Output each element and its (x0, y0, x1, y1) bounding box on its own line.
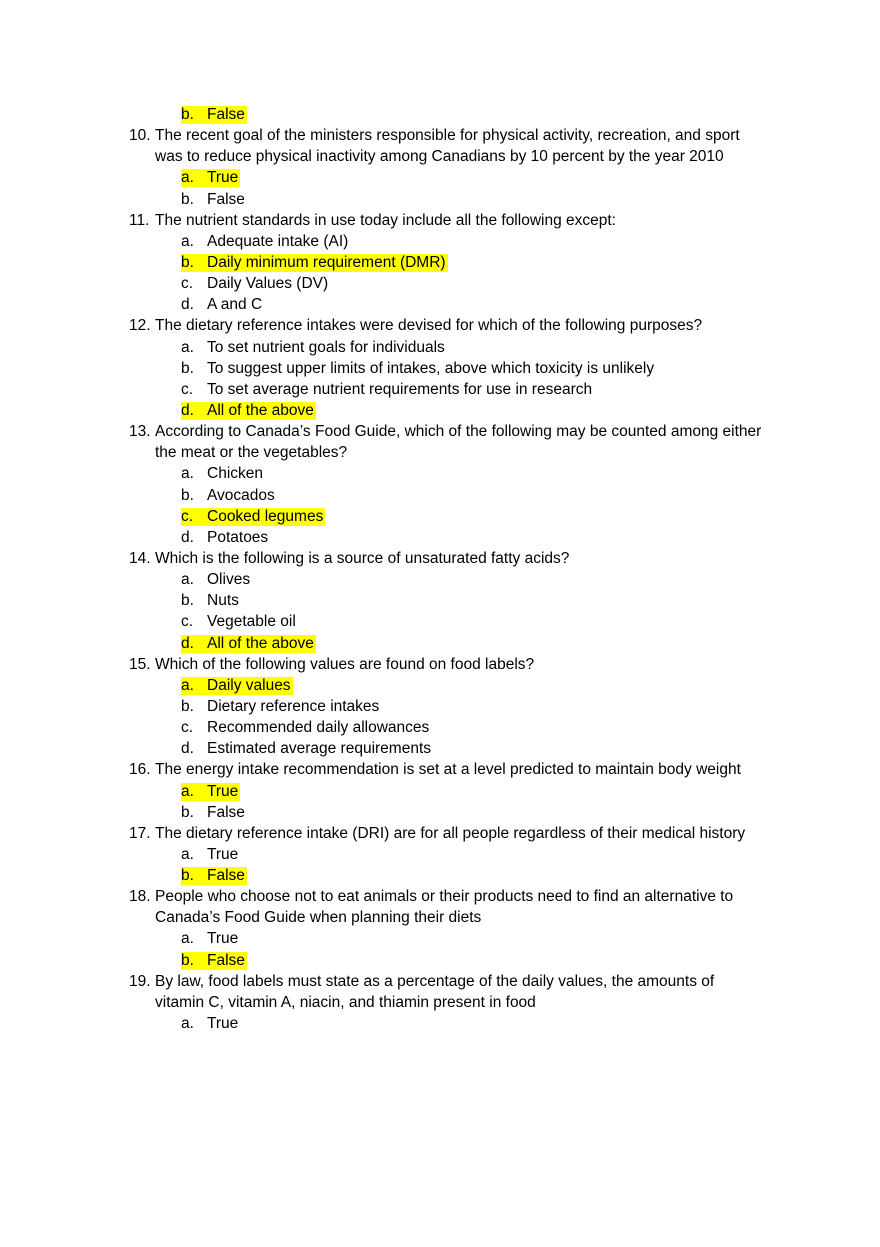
option-letter: a. (181, 676, 194, 694)
option-text: Recommended daily allowances (207, 719, 430, 737)
answer-option-correct (0, 950, 880, 971)
question-continuation (0, 992, 880, 1013)
answer-option-correct (0, 865, 880, 886)
option-text: Adequate intake (AI) (207, 232, 349, 250)
option-text: Chicken (207, 465, 263, 483)
option-text: True (207, 1015, 239, 1033)
question-text: Which of the following values are found on food labels? (155, 655, 535, 673)
answer-option (0, 1013, 880, 1034)
question-number: 17. (129, 824, 151, 842)
question-number: 18. (129, 888, 151, 906)
answer-option-correct (0, 104, 880, 125)
answer-option (0, 189, 880, 210)
question-line (0, 823, 880, 844)
option-text: Avocados (207, 486, 275, 504)
answer-option (0, 738, 880, 759)
option-text: True (207, 169, 239, 187)
answer-option-correct (0, 252, 880, 273)
question-number: 11. (129, 211, 150, 229)
question-continuation (0, 907, 880, 928)
option-text: False (207, 867, 245, 885)
option-text: Daily minimum requirement (DMR) (207, 253, 446, 271)
option-text: False (207, 106, 245, 123)
answer-option (0, 273, 880, 294)
option-letter: d. (181, 528, 194, 546)
option-letter: a. (181, 845, 194, 863)
option-text: A and C (207, 296, 263, 314)
option-letter: c. (181, 380, 194, 398)
question-line (0, 315, 880, 336)
question-continuation (0, 442, 880, 463)
answer-option-correct (0, 633, 880, 654)
answer-option (0, 337, 880, 358)
question-text: The nutrient standards in use today include all the following except: (155, 211, 616, 229)
option-letter: a. (181, 465, 194, 483)
answer-option (0, 379, 880, 400)
question-text: vitamin C, vitamin A, niacin, and thiamin present in food (155, 993, 536, 1011)
question-text: By law, food labels must state as a percentage of the daily values, the amounts of (155, 972, 715, 990)
option-letter: b. (181, 359, 194, 377)
question-number: 13. (129, 423, 151, 441)
answer-option (0, 717, 880, 738)
question-number: 16. (129, 761, 151, 779)
option-text: Nuts (207, 592, 239, 610)
option-text: To suggest upper limits of intakes, above which toxicity is unlikely (207, 359, 655, 377)
option-text: False (207, 951, 245, 969)
option-text: Daily values (207, 676, 291, 694)
option-text: To set average nutrient requirements for use in research (207, 380, 593, 398)
option-letter: a. (181, 1015, 194, 1033)
option-text: Cooked legumes (207, 507, 324, 525)
option-text: True (207, 782, 239, 800)
option-text: Olives (207, 571, 251, 589)
option-letter: b. (181, 697, 194, 715)
answer-option (0, 231, 880, 252)
option-text: False (207, 190, 245, 208)
option-letter: c. (181, 507, 194, 525)
question-text: The dietary reference intakes were devised for which of the following purposes? (155, 317, 703, 335)
answer-option (0, 485, 880, 506)
question-line (0, 548, 880, 569)
option-letter: d. (181, 634, 194, 652)
option-letter: c. (181, 613, 194, 631)
question-line (0, 971, 880, 992)
option-letter: d. (181, 401, 194, 419)
answer-option (0, 358, 880, 379)
option-text: All of the above (207, 401, 314, 419)
question-continuation (0, 146, 880, 167)
option-letter: b. (181, 951, 194, 969)
option-letter: d. (181, 740, 194, 758)
question-number: 19. (129, 972, 151, 990)
question-text: According to Canada’s Food Guide, which of the following may be counted among either (155, 423, 762, 441)
answer-option-correct (0, 400, 880, 421)
answer-option (0, 928, 880, 949)
option-text: Daily Values (DV) (207, 275, 329, 293)
option-letter: c. (181, 275, 194, 293)
option-letter: b. (181, 486, 194, 504)
question-line (0, 886, 880, 907)
answer-option-correct (0, 781, 880, 802)
question-text: was to reduce physical inactivity among Canadians by 10 percent by the year 2010 (155, 148, 724, 166)
quiz-content (0, 104, 880, 1034)
answer-option (0, 463, 880, 484)
option-letter: d. (181, 296, 194, 314)
option-letter: b. (181, 190, 194, 208)
question-text: The energy intake recommendation is set at a level predicted to maintain body weight (155, 761, 741, 779)
option-letter: b. (181, 803, 194, 821)
question-line (0, 210, 880, 231)
question-line (0, 125, 880, 146)
option-letter: b. (181, 867, 194, 885)
question-line (0, 759, 880, 780)
question-number: 12. (129, 317, 151, 335)
question-number: 15. (129, 655, 151, 673)
option-text: Estimated average requirements (207, 740, 432, 758)
question-number: 10. (129, 127, 151, 145)
option-text: True (207, 845, 239, 863)
question-number: 14. (129, 549, 151, 567)
answer-option (0, 294, 880, 315)
option-text: True (207, 930, 239, 948)
option-letter: b. (181, 106, 194, 123)
question-line (0, 654, 880, 675)
option-letter: a. (181, 930, 194, 948)
option-letter: b. (181, 592, 194, 610)
option-letter: b. (181, 253, 194, 271)
option-letter: c. (181, 719, 194, 737)
option-letter: a. (181, 782, 194, 800)
answer-option-correct (0, 167, 880, 188)
option-text: Vegetable oil (207, 613, 296, 631)
option-text: To set nutrient goals for individuals (207, 338, 445, 356)
option-text: Potatoes (207, 528, 269, 546)
option-text: All of the above (207, 634, 314, 652)
question-text: the meat or the vegetables? (155, 444, 348, 462)
option-letter: a. (181, 571, 194, 589)
answer-option (0, 611, 880, 632)
option-letter: a. (181, 169, 194, 187)
answer-option (0, 590, 880, 611)
question-text: Canada’s Food Guide when planning their diets (155, 909, 482, 927)
question-text: The dietary reference intake (DRI) are for all people regardless of their medical history (155, 824, 746, 842)
option-letter: a. (181, 338, 194, 356)
answer-option (0, 802, 880, 823)
answer-option-correct (0, 506, 880, 527)
answer-option (0, 569, 880, 590)
answer-option (0, 696, 880, 717)
question-line (0, 421, 880, 442)
option-text: False (207, 803, 245, 821)
question-text: People who choose not to eat animals or their products need to find an alternative to (155, 888, 734, 906)
question-text: The recent goal of the ministers responsible for physical activity, recreation, and sport (155, 127, 740, 145)
answer-option (0, 527, 880, 548)
answer-option (0, 844, 880, 865)
option-text: Dietary reference intakes (207, 697, 380, 715)
answer-option-correct (0, 675, 880, 696)
option-letter: a. (181, 232, 194, 250)
question-text: Which is the following is a source of unsaturated fatty acids? (155, 549, 570, 567)
